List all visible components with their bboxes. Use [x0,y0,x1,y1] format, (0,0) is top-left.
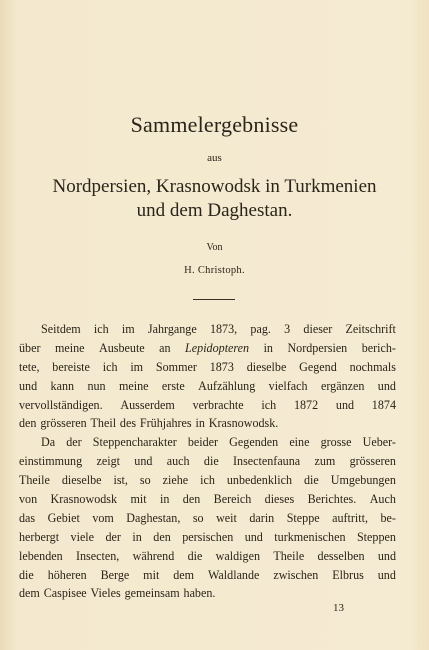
word: Caspisee [43,586,87,601]
word: desselben [317,548,365,563]
title-connector: aus [207,152,222,164]
word: 1873, [209,322,238,336]
byline-von: Von [206,242,223,253]
word: von [19,492,38,507]
word: im [121,322,135,336]
word: 1873 [209,359,234,374]
word: beider [187,435,219,450]
word: zwischen [273,567,319,582]
word: dieselbe [61,473,102,488]
word: Vieles [90,586,121,601]
word: herbergt [19,529,60,544]
word: darin [249,510,275,525]
text-line [19,414,396,433]
word: und [19,378,38,393]
word: und [134,454,153,469]
word: verbrachte [192,397,244,412]
word: zum [314,454,336,469]
word: Auch [369,492,396,507]
word: in [159,492,170,507]
word: ergänzen [320,378,365,393]
word: über [19,340,41,355]
text-line [19,433,396,452]
word: mit [143,567,160,582]
word: tete, [19,359,40,374]
word: in [132,529,142,544]
word: die [203,454,219,469]
word: berich- [361,340,396,355]
page-number: 13 [333,602,344,614]
text-line [19,528,396,547]
word: turkmenischen [274,529,346,544]
text-line [19,320,396,339]
word: Theile [273,548,305,563]
word: Daghestan, [126,510,181,525]
word: Sommer [155,359,197,374]
word: in [195,416,205,431]
word: Ueber- [362,435,396,450]
word: gemeinsam [124,586,180,601]
word: den [182,492,201,507]
word: Frühjahres [139,416,192,431]
word: des [119,416,137,431]
text-line [19,396,396,415]
word: Ausbeute [99,340,145,355]
word: Steppe [286,510,320,525]
word: dieser [303,322,333,336]
word: vielfach [268,378,308,393]
word: und [244,529,263,544]
text-line [19,547,396,566]
word: vervollständigen. [19,397,103,412]
word: lebenden [19,548,63,563]
word: Berichtes. [307,492,357,507]
word: ich [93,322,109,336]
word: vom [92,510,114,525]
word: 1874 [371,397,396,412]
word: nochmals [349,359,396,374]
word: Steppen [356,529,396,544]
word: in [263,340,273,355]
word: die [303,473,319,488]
word: den [153,529,171,544]
word: dieses [264,492,295,507]
word: den [19,416,37,431]
word: Seitdem [41,322,81,336]
word: erste [161,378,185,393]
word: Gebiet [47,510,80,525]
word: so [139,473,151,488]
word: höheren [47,567,87,582]
word: dieselbe [246,359,287,374]
word: haben. [183,586,216,601]
word: grösseren [40,416,87,431]
word: Gegend [299,359,337,374]
word: Jahrgange [147,322,197,336]
word: Aufzählung [198,378,256,393]
word: im [130,359,144,374]
word: Theile [19,473,50,488]
word: Nordpersien [287,340,348,355]
word: an [159,340,171,355]
word: meine [54,340,85,355]
word: mit [130,492,147,507]
word: das [19,510,36,525]
word: einstimmung [19,454,83,469]
word: unbedenklich [226,473,292,488]
page-title: Sammelergebnisse [130,112,299,137]
word: und [335,397,355,412]
word: nun [87,378,106,393]
word: Waldlande [207,567,260,582]
word: Berge [100,567,130,582]
word: Da [41,435,56,450]
word: meine [118,378,149,393]
word: Bereich [213,492,252,507]
word: Insecten, [75,548,120,563]
word: ist, [113,473,128,488]
word: Krasnowodsk [50,492,118,507]
word: Elbrus [332,567,364,582]
text-line [19,358,396,377]
text-line [19,452,396,471]
subtitle-line-2: und dem Daghestan. [136,200,293,221]
word: ich [102,359,118,374]
author-name: H. Christoph. [184,265,245,276]
text-line [19,566,396,585]
word: be- [380,510,396,525]
text-line [19,509,396,528]
word: weit [216,510,237,525]
word: die [19,567,34,582]
word: 3 [284,322,291,336]
word: Krasnowodsk. [208,416,279,431]
text-line [19,490,396,509]
word: Ausserdem [120,397,175,412]
word: ich [200,473,215,488]
text-line [19,377,396,396]
word: pag. [250,322,271,336]
word: auftritt, [332,510,369,525]
emphasized-word: Lepidopteren [185,340,250,355]
word: eine [289,435,310,450]
word: Umgebungen [330,473,396,488]
separator-rule [193,299,235,300]
word: viele [70,529,95,544]
word: Steppencharakter [92,435,177,450]
word: während [132,548,175,563]
word: der [66,435,82,450]
word: Gegenden [229,435,279,450]
word: bereiste [52,359,90,374]
word: und [377,567,396,582]
paragraph-1 [19,320,396,433]
word: auch [166,454,190,469]
paragraph-2 [19,433,396,603]
word: dem [19,586,40,601]
word: grösseren [349,454,396,469]
word: der [105,529,121,544]
word: und [377,378,396,393]
word: und [377,548,396,563]
text-line [19,471,396,490]
word: grosse [320,435,352,450]
word: zeigt [96,454,120,469]
word: persischen [182,529,234,544]
word: Zeitschrift [345,322,396,336]
word: Theil [90,416,117,431]
word: kann [50,378,75,393]
word: Insectenfauna [233,454,301,469]
text-line [19,339,396,358]
word: dem [173,567,195,582]
subtitle-line-1: Nordpersien, Krasnowodsk in Turkmenien [52,176,377,197]
word: ich [261,397,277,412]
body-text [19,320,396,603]
word: ziehe [162,473,189,488]
text-line [19,584,396,603]
word: 1872 [293,397,319,412]
word: waldigen [215,548,260,563]
word: die [187,548,203,563]
word: so [192,510,204,525]
